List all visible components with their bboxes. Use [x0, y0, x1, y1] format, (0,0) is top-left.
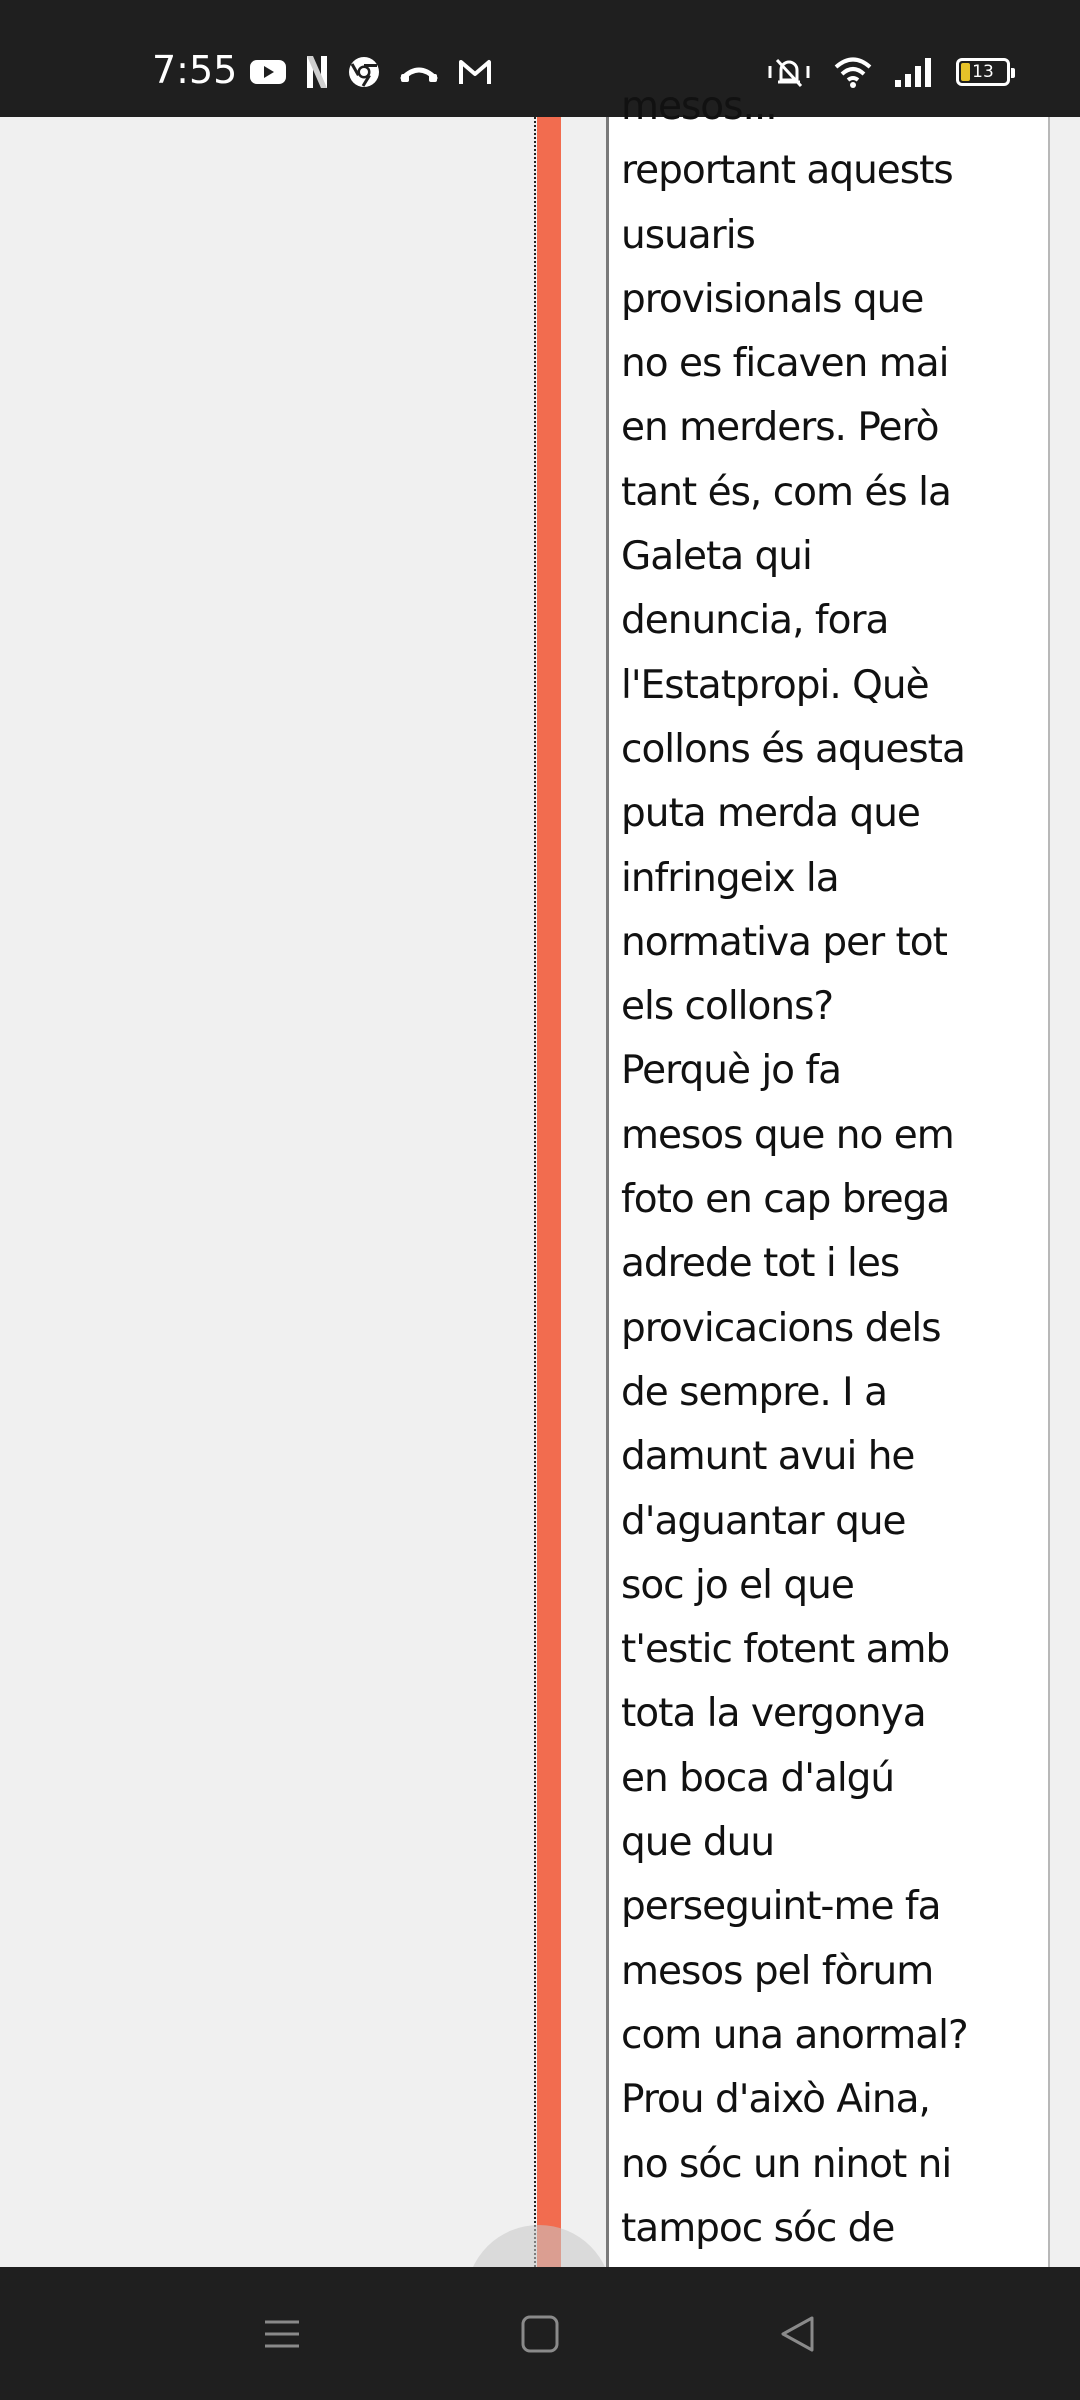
post-line: Prou d'això Aina, [621, 2077, 930, 2123]
post-line: que duu [621, 1820, 775, 1866]
post-line: mesos que no em [621, 1112, 954, 1158]
post-line: tota la vergonya [621, 1691, 926, 1737]
chrome-icon [348, 56, 380, 88]
home-icon [520, 2314, 560, 2354]
post-line: damunt avui he [621, 1434, 915, 1480]
post-line: de sempre. I a [621, 1369, 887, 1415]
post-line: Galeta qui [621, 534, 812, 580]
navigation-bar [0, 2267, 1080, 2400]
post-line: reportant aquests [621, 148, 953, 194]
forum-page[interactable] [0, 84, 1080, 2267]
post-line: en boca d'algú [621, 1755, 895, 1801]
post-body-text [621, 75, 985, 2261]
notification-icons [250, 52, 492, 92]
battery-level: 13 [972, 61, 994, 82]
post-line: Perquè jo fa [621, 1048, 842, 1094]
post-line: infringeix la [621, 855, 839, 901]
youtube-icon [250, 58, 286, 86]
post-line: normativa per tot [621, 919, 947, 965]
netflix-icon [306, 55, 328, 89]
post-line: no sóc un ninot ni [621, 2141, 952, 2187]
post-line: en merders. Però [621, 405, 939, 451]
post-side-column [989, 117, 1050, 2267]
thread-accent-bar [537, 117, 561, 2267]
post-line: perseguint-me fa [621, 1884, 941, 1930]
post-line: puta merda que [621, 791, 920, 837]
post-line: provisionals que [621, 276, 924, 322]
post-line: tant és, com és la [621, 469, 951, 515]
post-line: no es ficaven mai [621, 341, 949, 387]
missed-call-icon [400, 60, 438, 84]
post-line: collons és aquesta [621, 726, 965, 772]
thread-divider [534, 117, 536, 2267]
gmail-icon [458, 58, 492, 86]
post-line: usuaris [621, 212, 755, 258]
post-line: t'estic fotent amb [621, 1627, 950, 1673]
post-line: denuncia, fora [621, 598, 889, 644]
post-line: foto en cap brega [621, 1177, 950, 1223]
post-line: soc jo el que [621, 1562, 854, 1608]
menu-icon [262, 2314, 302, 2354]
post-body-cell [606, 84, 992, 2267]
post-line: com una anormal? [621, 2012, 968, 2058]
home-button[interactable] [470, 2267, 610, 2400]
post-line: els collons? [621, 984, 834, 1030]
status-time: 7:55 [152, 48, 238, 92]
post-line-partial: mesos... [621, 84, 777, 129]
post-line: l'Estatpropi. Què [621, 662, 929, 708]
post-line: mesos pel fòrum [621, 1948, 934, 1994]
post-line: d'aguantar que [621, 1498, 906, 1544]
post-line: adrede tot i les [621, 1241, 900, 1287]
back-button[interactable] [728, 2267, 868, 2400]
post-line: provicacions dels [621, 1305, 941, 1351]
post-line: tampoc sóc de [621, 2205, 895, 2251]
recent-apps-button[interactable] [212, 2267, 352, 2400]
back-icon [778, 2314, 818, 2354]
